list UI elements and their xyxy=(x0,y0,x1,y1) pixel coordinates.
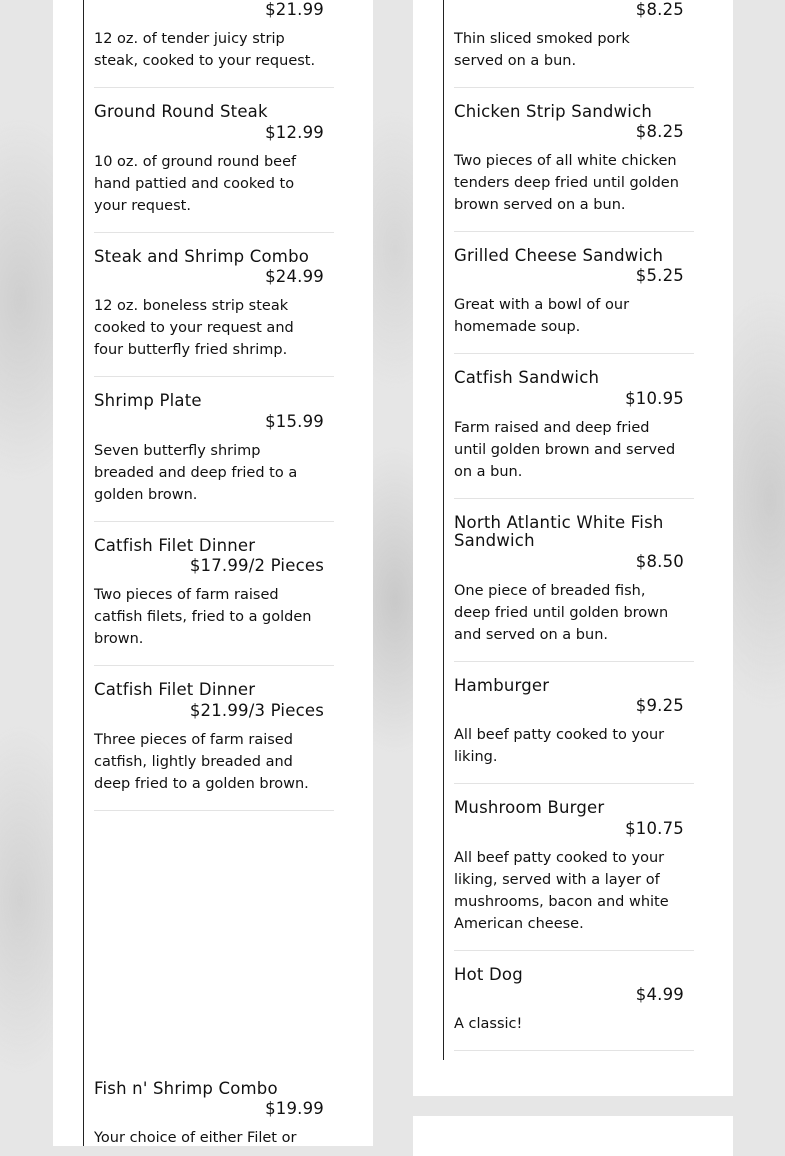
menu-item-description: Your choice of either Filet or xyxy=(94,1130,297,1146)
menu-item-divider xyxy=(454,87,694,88)
menu-column-left xyxy=(83,0,334,1146)
menu-item-description: Two pieces of farm raised catfish filets, fried to a golden brown. xyxy=(94,587,312,647)
menu-item-description: Seven butterfly shrimp breaded and deep fried to a golden brown. xyxy=(94,443,298,503)
menu-column-right xyxy=(443,0,694,1060)
menu-item-price: $19.99 xyxy=(265,1099,324,1118)
menu-item-price: $21.99 xyxy=(265,0,324,19)
menu-item-divider xyxy=(94,87,334,88)
menu-item-price: $10.75 xyxy=(625,819,684,838)
menu-item-description: Three pieces of farm raised catfish, lightly breaded and deep fried to a golden brown. xyxy=(94,732,309,792)
menu-item xyxy=(94,1080,334,1146)
menu-item-price: $24.99 xyxy=(265,267,324,286)
menu-item-name: Ground Round Steak xyxy=(94,102,268,121)
menu-item-description: A classic! xyxy=(454,1016,523,1032)
menu-item xyxy=(454,103,694,232)
menu-item-divider xyxy=(94,232,334,233)
menu-item xyxy=(454,966,694,1051)
menu-item xyxy=(94,681,334,811)
menu-item-price: $8.25 xyxy=(635,122,684,141)
menu-item xyxy=(94,0,334,88)
menu-item-divider xyxy=(454,231,694,232)
menu-item-divider xyxy=(454,353,694,354)
menu-item-divider xyxy=(94,665,334,666)
menu-item-price: $9.25 xyxy=(635,696,684,715)
menu-item-name: Chicken Strip Sandwich xyxy=(454,102,653,121)
menu-item-description: 12 oz. boneless strip steak cooked to your request and four butterfly fried shrimp. xyxy=(94,298,294,358)
menu-item xyxy=(454,369,694,499)
menu-item-price: $12.99 xyxy=(265,123,324,142)
menu-item-divider xyxy=(94,810,334,811)
menu-item-divider xyxy=(94,376,334,377)
menu-item-name: Grilled Cheese Sandwich xyxy=(454,246,664,265)
menu-item-description: Farm raised and deep fried until golden brown and served on a bun. xyxy=(454,420,676,480)
menu-item-description: Great with a bowl of our homemade soup. xyxy=(454,297,630,335)
menu-item-description: Thin sliced smoked pork served on a bun. xyxy=(454,31,630,69)
menu-item-price: $15.99 xyxy=(265,412,324,431)
menu-item xyxy=(454,247,694,354)
menu-item xyxy=(454,799,694,951)
menu-item xyxy=(454,0,694,88)
menu-item xyxy=(454,514,694,662)
menu-item-name: Hamburger xyxy=(454,676,550,695)
menu-item xyxy=(94,248,334,377)
menu-panel-right-next xyxy=(413,1116,733,1156)
menu-item-name: Steak and Shrimp Combo xyxy=(94,247,310,266)
menu-item-price: $4.99 xyxy=(635,985,684,1004)
menu-item-description: One piece of breaded fish, deep fried until golden brown and served on a bun. xyxy=(454,583,669,643)
menu-item-price: $17.99/2 Pieces xyxy=(189,556,324,575)
menu-item-name: Fish n' Shrimp Combo xyxy=(94,1080,278,1098)
menu-item-divider xyxy=(454,950,694,951)
menu-item-name: Mushroom Burger xyxy=(454,798,605,817)
menu-item xyxy=(94,103,334,233)
menu-item-divider xyxy=(454,661,694,662)
menu-item-divider xyxy=(454,498,694,499)
menu-item-price: $5.25 xyxy=(635,266,684,285)
menu-item-name: North Atlantic White Fish Sandwich xyxy=(454,513,664,550)
menu-item-description: All beef patty cooked to your liking, served with a layer of mushrooms, bacon and white American cheese. xyxy=(454,850,669,932)
menu-item-name: Catfish Filet Dinner xyxy=(94,536,256,555)
menu-item xyxy=(94,392,334,522)
menu-item-description: 12 oz. of tender juicy strip steak, cooked to your request. xyxy=(94,31,316,69)
menu-item-description: 10 oz. of ground round beef hand pattied and cooked to your request. xyxy=(94,154,297,214)
menu-item xyxy=(94,537,334,666)
menu-item-name: Shrimp Plate xyxy=(94,391,202,410)
menu-item-divider xyxy=(454,1050,694,1051)
menu-item-divider xyxy=(454,783,694,784)
menu-item-name: Hot Dog xyxy=(454,965,523,984)
menu-item-description: All beef patty cooked to your liking. xyxy=(454,727,665,765)
menu-item-price: $8.25 xyxy=(635,0,684,19)
menu-item-price: $10.95 xyxy=(625,389,684,408)
menu-item-price: $21.99/3 Pieces xyxy=(189,701,324,720)
menu-item xyxy=(454,677,694,784)
menu-item-description: Two pieces of all white chicken tenders deep fried until golden brown served on a bun. xyxy=(454,153,679,213)
menu-item-name: Catfish Sandwich xyxy=(454,368,600,387)
menu-item-name: Catfish Filet Dinner xyxy=(94,680,256,699)
menu-item-price: $8.50 xyxy=(635,552,684,571)
menu-item-divider xyxy=(94,521,334,522)
